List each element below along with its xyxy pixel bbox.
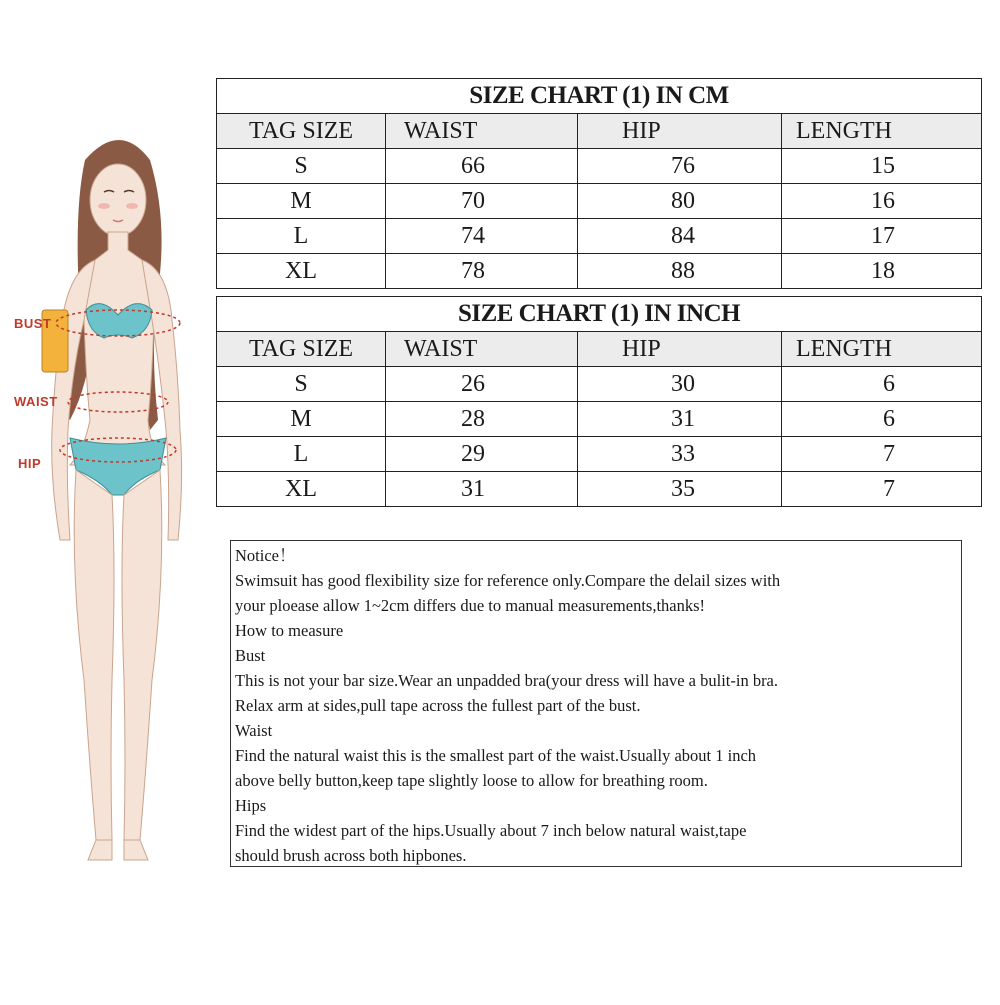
- column-header-tag-size: TAG SIZE: [217, 332, 386, 367]
- waist-label: WAIST: [14, 394, 58, 409]
- model-figure-drawing: [0, 120, 220, 1000]
- table-row: [217, 437, 982, 472]
- cell-size: XL: [217, 472, 386, 507]
- table-row: [217, 367, 982, 402]
- table-cm-header-row: [217, 114, 982, 149]
- cell-size: S: [217, 149, 386, 184]
- size-chart-inch-table: [216, 296, 982, 507]
- notice-box: [230, 540, 962, 867]
- cell-length: 18: [782, 254, 982, 289]
- column-header-waist: WAIST: [386, 332, 578, 367]
- hips-heading: Hips: [235, 796, 267, 815]
- cell-waist: 70: [386, 184, 578, 219]
- cell-size: M: [217, 402, 386, 437]
- cell-length: 17: [782, 219, 982, 254]
- cell-hip: 33: [578, 437, 782, 472]
- table-inch-header-row: [217, 332, 982, 367]
- notice-line: Swimsuit has good flexibility size for reference only.Compare the delail sizes with: [235, 571, 781, 590]
- cell-length: 7: [782, 472, 982, 507]
- bust-heading: Bust: [235, 646, 266, 665]
- notice-line: above belly button,keep tape slightly loose to allow for breathing room.: [235, 771, 708, 790]
- table-row: [217, 402, 982, 437]
- column-header-length: LENGTH: [782, 332, 982, 367]
- column-header-hip: HIP: [578, 114, 782, 149]
- cell-waist: 74: [386, 219, 578, 254]
- cell-length: 15: [782, 149, 982, 184]
- cell-hip: 76: [578, 149, 782, 184]
- notice-line: Relax arm at sides,pull tape across the fullest part of the bust.: [235, 696, 641, 715]
- cell-waist: 26: [386, 367, 578, 402]
- table-row: [217, 219, 982, 254]
- column-header-length: LENGTH: [782, 114, 982, 149]
- column-header-hip: HIP: [578, 332, 782, 367]
- cell-hip: 84: [578, 219, 782, 254]
- cell-hip: 31: [578, 402, 782, 437]
- cell-size: L: [217, 437, 386, 472]
- notice-line: Find the widest part of the hips.Usually about 7 inch below natural waist,tape: [235, 821, 747, 840]
- cell-size: S: [217, 367, 386, 402]
- cell-size: L: [217, 219, 386, 254]
- table-inch-title: SIZE CHART (1) IN INCH: [217, 297, 982, 332]
- cell-length: 16: [782, 184, 982, 219]
- notice-line: This is not your bar size.Wear an unpadded bra(your dress will have a bulit-in bra.: [235, 671, 779, 690]
- cell-waist: 78: [386, 254, 578, 289]
- cell-hip: 35: [578, 472, 782, 507]
- notice-heading: Notice！: [235, 546, 296, 565]
- size-chart-cm-table: [216, 78, 982, 289]
- cell-length: 6: [782, 402, 982, 437]
- table-row: [217, 472, 982, 507]
- cell-length: 7: [782, 437, 982, 472]
- table-row: [217, 149, 982, 184]
- cell-waist: 66: [386, 149, 578, 184]
- table-row: [217, 254, 982, 289]
- cell-waist: 31: [386, 472, 578, 507]
- cell-hip: 88: [578, 254, 782, 289]
- table-cm-title: SIZE CHART (1) IN CM: [217, 79, 982, 114]
- cell-waist: 28: [386, 402, 578, 437]
- cell-size: XL: [217, 254, 386, 289]
- table-row: [217, 184, 982, 219]
- bust-label: BUST: [14, 316, 52, 331]
- cell-hip: 80: [578, 184, 782, 219]
- model-illustration: [0, 120, 220, 1000]
- column-header-waist: WAIST: [386, 114, 578, 149]
- cell-size: M: [217, 184, 386, 219]
- notice-line: should brush across both hipbones.: [235, 846, 467, 865]
- waist-heading: Waist: [235, 721, 273, 740]
- cell-hip: 30: [578, 367, 782, 402]
- cell-waist: 29: [386, 437, 578, 472]
- cell-length: 6: [782, 367, 982, 402]
- notice-line: your ploease allow 1~2cm differs due to manual measurements,thanks!: [235, 596, 706, 615]
- column-header-tag-size: TAG SIZE: [217, 114, 386, 149]
- hip-label: HIP: [18, 456, 42, 471]
- notice-line: Find the natural waist this is the smallest part of the waist.Usually about 1 inch: [235, 746, 757, 765]
- how-to-measure-heading: How to measure: [235, 621, 344, 640]
